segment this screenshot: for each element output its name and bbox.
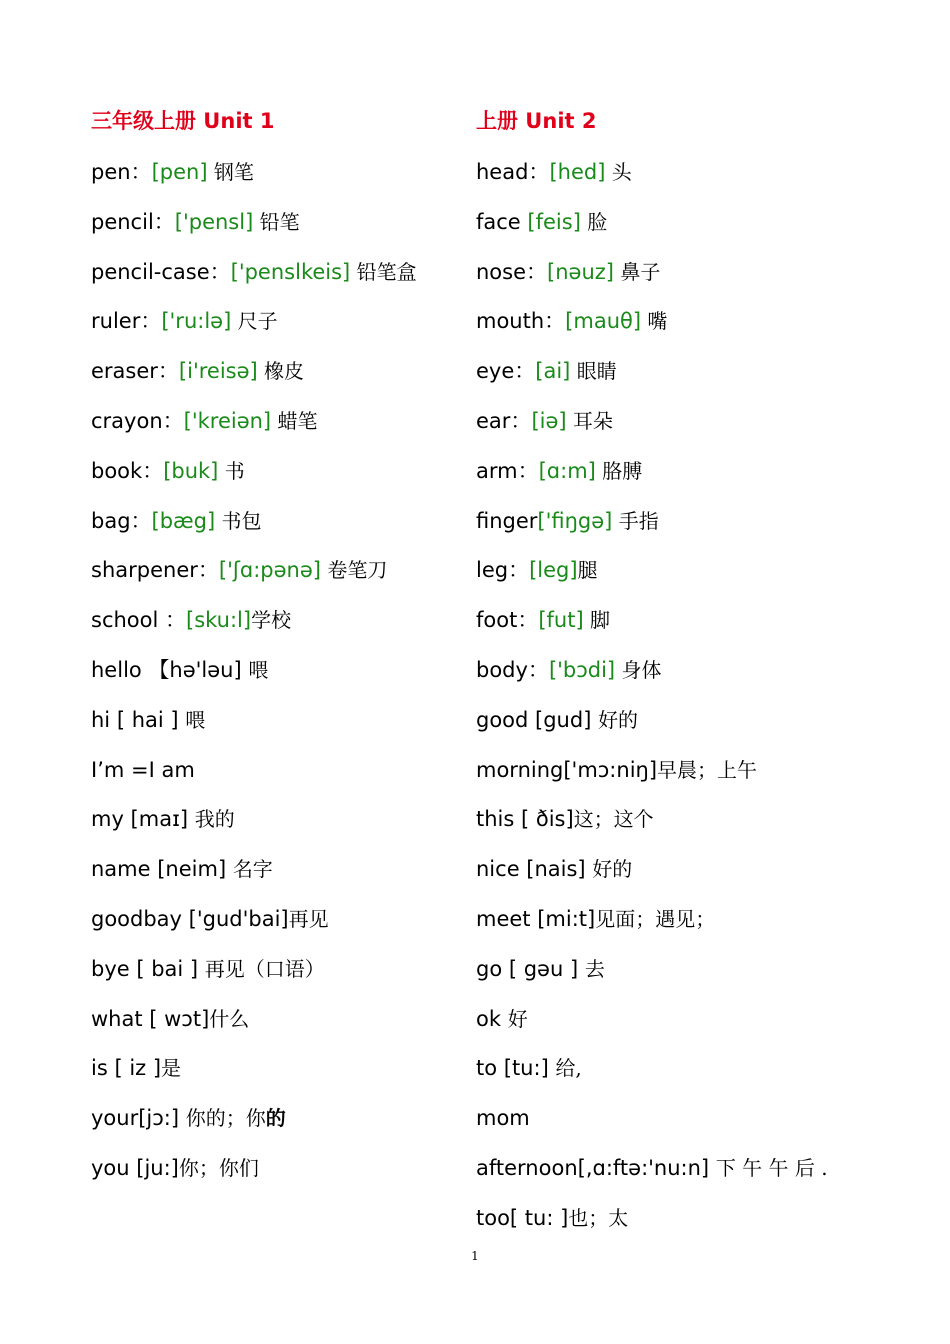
vocab-word: this [ ðis] xyxy=(476,807,574,832)
vocab-row xyxy=(476,155,896,205)
vocab-meaning: 眼睛 xyxy=(570,359,617,384)
right-column xyxy=(476,105,896,1251)
vocab-phonetic: [i'reisə] xyxy=(178,359,258,384)
vocab-word: afternoon[,ɑ:ftə:'nu:n] xyxy=(476,1155,716,1180)
vocab-word: my [maɪ] xyxy=(91,807,195,832)
vocab-phonetic: ['ru:lə] xyxy=(161,309,232,334)
vocab-meaning: 耳朵 xyxy=(566,408,613,433)
vocab-phonetic: [bæg] xyxy=(151,508,216,533)
vocab-row xyxy=(476,802,896,852)
vocab-meaning: 再见（口语） xyxy=(204,956,325,981)
vocab-meaning: 好的 xyxy=(592,857,633,882)
unit-1-word-list xyxy=(91,155,466,1201)
vocab-meaning: 再见 xyxy=(288,906,329,931)
vocab-row xyxy=(476,852,896,902)
vocab-phonetic: [ɑ:m] xyxy=(538,458,596,483)
vocab-row xyxy=(91,1101,466,1151)
vocab-row xyxy=(476,603,896,653)
vocab-meaning: 尺子 xyxy=(231,309,278,334)
unit-2-heading: 上册 Unit 2 xyxy=(476,109,597,133)
vocab-phonetic: ['fiŋgə] xyxy=(537,508,613,533)
vocab-row xyxy=(91,504,466,554)
vocab-row xyxy=(476,952,896,1002)
vocab-phonetic: [pen] xyxy=(151,160,208,184)
vocab-phonetic: [nəuz] xyxy=(547,259,614,284)
vocab-meaning: 橡皮 xyxy=(257,359,305,384)
vocab-phonetic: ['penslkeis] xyxy=(230,259,351,284)
vocab-meaning: 什么 xyxy=(209,1006,250,1031)
vocab-row xyxy=(91,304,466,354)
vocab-meaning: 书包 xyxy=(215,508,262,533)
vocab-word: crayon： xyxy=(91,408,184,433)
vocab-row xyxy=(476,304,896,354)
vocab-word: nose： xyxy=(476,259,548,284)
vocab-word: pencil-case： xyxy=(91,259,231,284)
vocab-meaning: 嘴 xyxy=(641,309,668,334)
vocab-row xyxy=(91,1002,466,1052)
vocab-meaning: 铅笔 xyxy=(253,209,300,234)
vocab-meaning: 胳膊 xyxy=(595,458,643,483)
vocab-row xyxy=(476,553,896,603)
vocab-word: eraser： xyxy=(91,359,179,384)
vocab-phonetic: [mauθ] xyxy=(565,309,642,334)
vocab-phonetic: ['bɔdi] xyxy=(548,657,616,682)
vocab-row xyxy=(476,653,896,703)
vocab-row xyxy=(91,952,466,1002)
vocab-meaning: 铅笔盒 xyxy=(350,259,417,284)
vocab-phonetic: [sku:l] xyxy=(186,608,252,633)
vocab-word: your[jɔ:] xyxy=(91,1106,186,1131)
vocab-word: sharpener： xyxy=(91,558,219,583)
vocab-meaning: 蜡笔 xyxy=(271,408,318,433)
vocab-meaning: 名字 xyxy=(232,857,273,882)
vocab-row xyxy=(91,454,466,504)
vocab-meaning: 头 xyxy=(605,160,632,184)
vocab-word: good [gud] xyxy=(476,707,599,732)
vocab-row xyxy=(476,205,896,255)
vocab-word: pencil： xyxy=(91,209,175,234)
vocab-phonetic: [leg] xyxy=(529,558,578,583)
vocab-word: mom xyxy=(476,1106,530,1131)
vocab-row xyxy=(91,1051,466,1101)
vocab-row xyxy=(91,902,466,952)
vocab-row xyxy=(476,255,896,305)
vocab-meaning: 喂 xyxy=(248,657,269,682)
vocab-phonetic: [buk] xyxy=(163,458,219,483)
vocab-row xyxy=(476,1101,896,1151)
vocab-row xyxy=(91,603,466,653)
vocab-row xyxy=(91,155,466,205)
vocab-meaning: 卷笔刀 xyxy=(320,558,388,583)
vocab-row xyxy=(476,354,896,404)
page-number: 1 xyxy=(471,1249,479,1263)
vocab-phonetic: [hed] xyxy=(549,160,606,184)
vocab-meaning: 你的；你 xyxy=(185,1106,266,1131)
vocab-meaning: 好 xyxy=(507,1006,528,1031)
unit-2-word-list xyxy=(476,155,896,1251)
vocab-word: pen： xyxy=(91,160,152,184)
vocab-meaning: 鼻子 xyxy=(613,259,661,284)
vocab-word: you [ju:] xyxy=(91,1155,179,1180)
vocab-word: is [ iz ] xyxy=(91,1056,162,1081)
vocab-word: I’m =I am xyxy=(91,757,195,782)
vocab-phonetic: [iə] xyxy=(531,408,567,433)
vocab-row xyxy=(476,1051,896,1101)
vocab-phonetic: ['pensl] xyxy=(174,209,254,234)
vocab-word: ok xyxy=(476,1006,508,1031)
vocab-meaning: 去 xyxy=(584,956,605,981)
vocab-row xyxy=(476,1151,896,1201)
vocab-meaning: 学校 xyxy=(251,608,292,633)
vocab-word: arm： xyxy=(476,458,539,483)
vocab-meaning: 我的 xyxy=(194,807,235,832)
vocab-phonetic: [fut] xyxy=(538,608,584,633)
vocab-word: hi [ hai ] xyxy=(91,707,186,732)
vocab-meaning: 好的 xyxy=(598,707,639,732)
vocab-row xyxy=(476,1002,896,1052)
vocab-row xyxy=(91,255,466,305)
vocab-word: to [tu:] xyxy=(476,1056,556,1081)
unit-1-heading: 三年级上册 Unit 1 xyxy=(91,109,275,133)
vocab-meaning: 钢笔 xyxy=(207,160,254,184)
vocab-word: what [ wɔt] xyxy=(91,1006,210,1031)
vocab-word: meet [mi:t] xyxy=(476,906,596,931)
vocab-word: leg： xyxy=(476,558,530,583)
vocab-word: hello 【hə'ləu] xyxy=(91,657,249,682)
vocab-meaning-bold: 的 xyxy=(265,1106,286,1131)
vocab-row xyxy=(476,454,896,504)
vocab-meaning: 也；太 xyxy=(568,1205,629,1230)
vocab-meaning: 手指 xyxy=(612,508,659,533)
vocab-row xyxy=(91,354,466,404)
vocab-word: body： xyxy=(476,657,549,682)
vocab-word: too[ tu: ] xyxy=(476,1205,569,1230)
vocab-row xyxy=(91,553,466,603)
vocab-meaning: 这；这个 xyxy=(573,807,654,832)
vocab-word: name [neim] xyxy=(91,857,233,882)
vocab-phonetic: ['ʃɑ:pənə] xyxy=(218,558,321,583)
vocab-row xyxy=(91,205,466,255)
vocab-phonetic: ['kreiən] xyxy=(183,408,272,433)
vocab-word: morning['mɔ:niŋ] xyxy=(476,757,658,782)
vocab-row xyxy=(476,1201,896,1251)
vocab-row xyxy=(91,653,466,703)
vocab-meaning: 书 xyxy=(218,458,245,483)
vocab-meaning: 身体 xyxy=(615,657,662,682)
vocab-row xyxy=(91,753,466,803)
vocab-word: bag： xyxy=(91,508,152,533)
vocab-meaning: 见面；遇见； xyxy=(595,906,716,931)
vocab-word: ear： xyxy=(476,408,532,433)
left-column xyxy=(91,105,466,1201)
vocab-meaning: 早晨；上午 xyxy=(657,757,758,782)
vocab-row xyxy=(476,404,896,454)
vocab-meaning: 腿 xyxy=(577,558,598,583)
vocab-meaning: 喂 xyxy=(185,707,206,732)
vocab-word: eye： xyxy=(476,359,536,384)
vocab-word: head： xyxy=(476,160,550,184)
vocab-row xyxy=(91,802,466,852)
vocab-row xyxy=(91,703,466,753)
vocab-word: foot： xyxy=(476,608,539,633)
vocab-meaning: 是 xyxy=(161,1056,182,1081)
vocab-phonetic: [ai] xyxy=(535,359,571,384)
vocab-word: ruler： xyxy=(91,309,162,334)
vocab-word: book： xyxy=(91,458,164,483)
vocab-meaning: 脸 xyxy=(580,209,608,234)
vocab-row xyxy=(91,1151,466,1201)
vocab-row xyxy=(91,404,466,454)
vocab-word: bye [ bai ] xyxy=(91,956,205,981)
vocab-meaning: 给, xyxy=(555,1056,582,1081)
vocab-word: face xyxy=(476,209,528,234)
vocab-meaning: 下 午 午 后 . xyxy=(715,1155,828,1180)
vocab-meaning: 你；你们 xyxy=(178,1155,259,1180)
vocab-row xyxy=(476,703,896,753)
vocab-word: goodbay ['gud'bai] xyxy=(91,906,289,931)
vocab-word: nice [nais] xyxy=(476,857,593,882)
vocab-row xyxy=(476,504,896,554)
vocab-word: go [ gəu ] xyxy=(476,956,585,981)
vocab-meaning: 脚 xyxy=(583,608,611,633)
vocab-phonetic: [feis] xyxy=(527,209,581,234)
vocab-word: mouth： xyxy=(476,309,566,334)
vocab-word: finger xyxy=(476,508,538,533)
vocab-row xyxy=(91,852,466,902)
vocab-word: school ： xyxy=(91,608,187,633)
vocab-row xyxy=(476,753,896,803)
vocab-row xyxy=(476,902,896,952)
